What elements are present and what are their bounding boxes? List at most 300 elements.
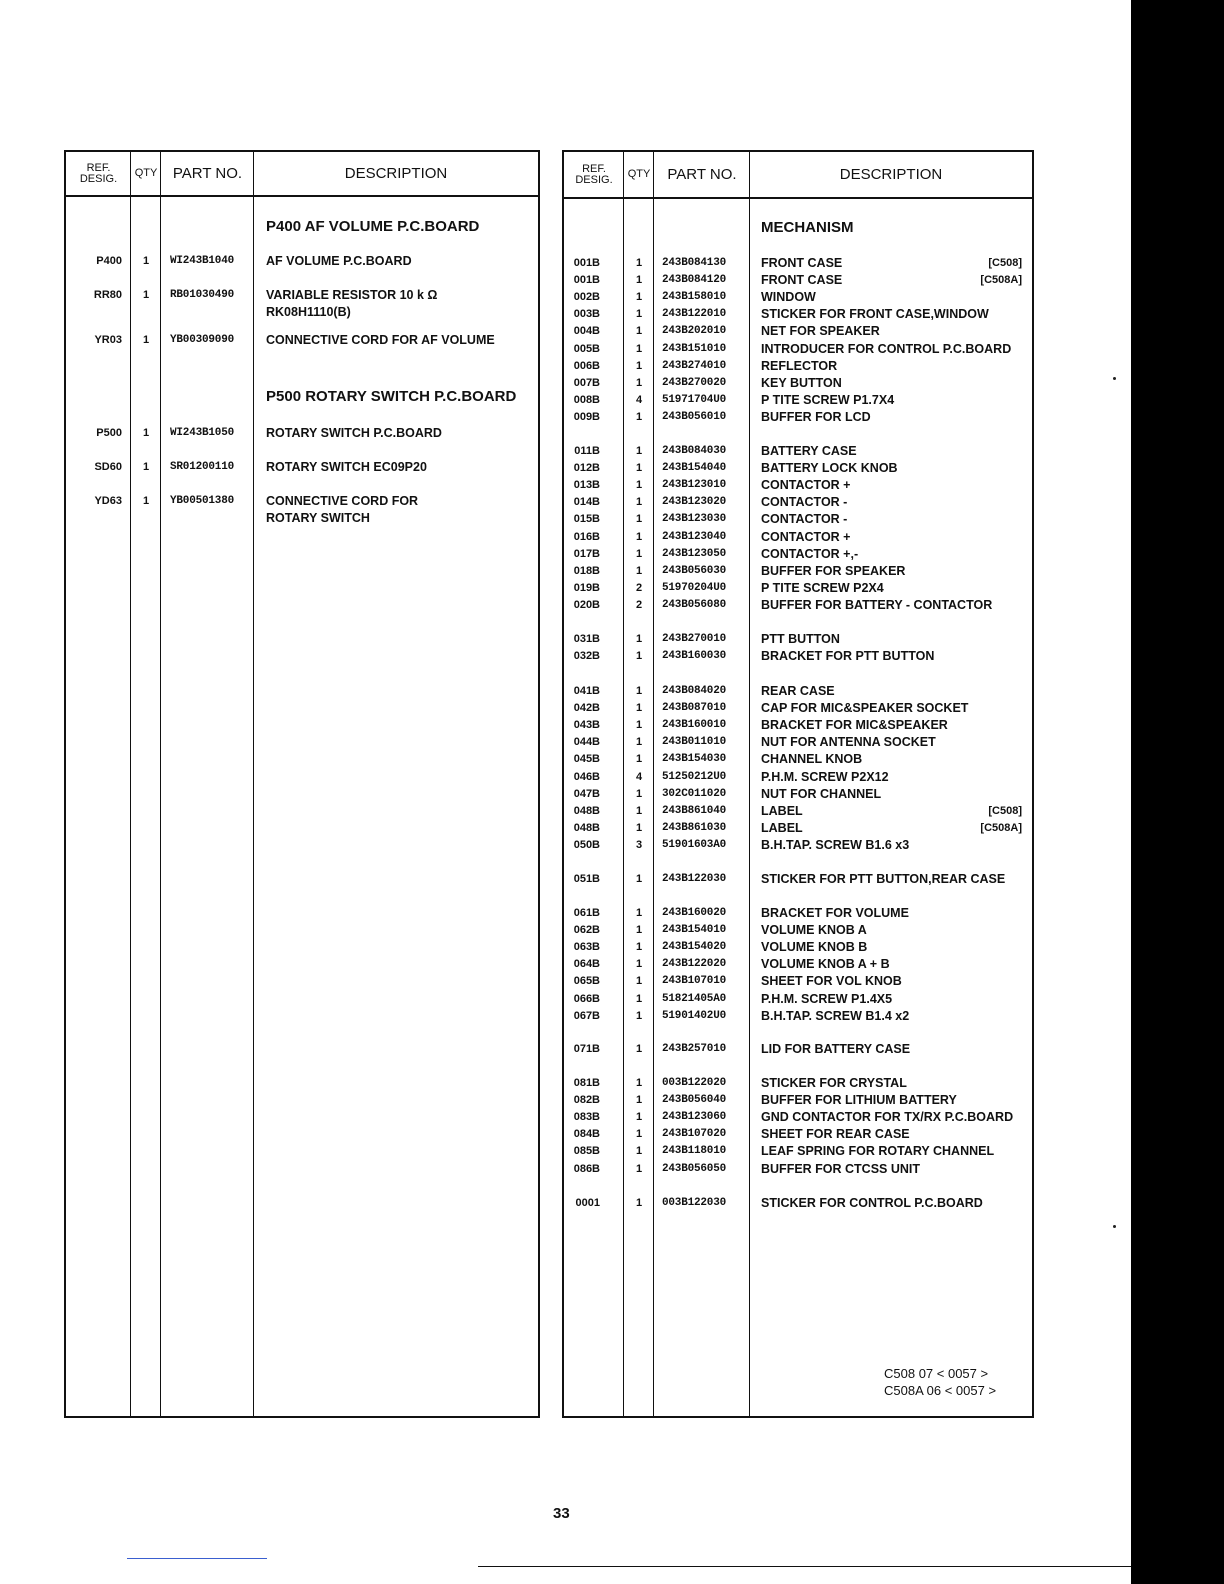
description: STICKER FOR CONTROL P.C.BOARD [761,1196,983,1210]
ref-desig: 005B [573,343,600,355]
header-part-no: PART NO. [172,165,243,182]
table-row [564,563,1032,580]
header-qty: QTY [627,168,651,180]
revision-note-c508: C508 07 < 0057 > [884,1366,989,1381]
quantity: 1 [142,334,150,346]
header-qty: QTY [134,167,158,179]
quantity: 1 [142,255,150,267]
table-row [564,289,1032,306]
table-row [564,837,1032,854]
table-row [564,786,1032,803]
quantity: 1 [635,1043,643,1055]
quantity: 1 [635,907,643,919]
ref-desig: 043B [573,719,600,731]
part-number: 243B123010 [662,479,727,491]
header-description: DESCRIPTION [344,165,448,182]
description: STICKER FOR PTT BUTTON,REAR CASE [761,872,1006,886]
quantity: 1 [635,685,643,697]
header-ref-desig: REF. DESIG. [79,161,118,185]
quantity: 1 [635,462,643,474]
description: CONTACTOR - [761,495,848,509]
part-number: 243B270010 [662,633,727,645]
description: NET FOR SPEAKER [761,324,880,338]
table-row [66,253,538,270]
description: BATTERY CASE [761,444,857,458]
quantity: 1 [635,941,643,953]
quantity: 1 [635,805,643,817]
header-ref-desig: REF. DESIG. [575,162,613,186]
part-number: 243B154030 [662,753,727,765]
part-number: 243B056010 [662,411,727,423]
quantity: 1 [635,1128,643,1140]
quantity: 1 [635,719,643,731]
ref-desig: 044B [573,736,600,748]
description: VOLUME KNOB B [761,940,868,954]
scan-speck [1113,377,1116,380]
quantity: 1 [635,822,643,834]
quantity: 1 [635,633,643,645]
quantity: 1 [635,360,643,372]
ref-desig: 004B [573,325,600,337]
quantity: 4 [635,394,643,406]
right-parts-table [562,150,1034,1418]
description: CONNECTIVE CORD FOR [266,494,419,508]
description: FRONT CASE [761,256,843,270]
ref-desig: 071B [573,1043,600,1055]
part-number: 243B123060 [662,1111,727,1123]
ref-desig: 012B [573,462,600,474]
ref-desig: YD63 [94,495,122,507]
scan-speck [1113,1225,1116,1228]
table-row [564,511,1032,528]
description: SHEET FOR REAR CASE [761,1127,910,1141]
quantity: 1 [635,702,643,714]
quantity: 1 [635,1111,643,1123]
quantity: 1 [142,427,150,439]
ref-desig: 065B [573,975,600,987]
part-number: 51971704U0 [662,394,727,406]
table-row [564,1092,1032,1109]
part-number: 243B056040 [662,1094,727,1106]
description: FRONT CASE [761,273,843,287]
page-number: 33 [553,1505,570,1522]
description: VOLUME KNOB A + B [761,957,890,971]
description: BUFFER FOR BATTERY - CONTACTOR [761,598,993,612]
ref-desig: 048B [573,805,600,817]
part-number: 243B160010 [662,719,727,731]
table-row [564,494,1032,511]
table-row [564,803,1032,820]
part-number: YB00501380 [170,495,235,507]
ref-desig: 017B [573,548,600,560]
part-number: 243B084030 [662,445,727,457]
table-row [564,922,1032,939]
quantity: 1 [635,1197,643,1209]
ref-desig: 064B [573,958,600,970]
ref-desig: 081B [573,1077,600,1089]
table-row [66,287,538,304]
part-number: 243B107020 [662,1128,727,1140]
table-row [564,1109,1032,1126]
ref-desig: YR03 [94,334,122,346]
table-row [564,871,1032,888]
ref-desig: 001B [573,257,600,269]
quantity: 2 [635,599,643,611]
table-row [564,375,1032,392]
table-row [564,751,1032,768]
quantity: 1 [635,479,643,491]
part-number: 243B861030 [662,822,727,834]
table-row [564,631,1032,648]
ref-desig: 042B [573,702,600,714]
table-row [564,460,1032,477]
table-row [564,529,1032,546]
table-row [564,358,1032,375]
table-row [66,459,538,476]
quantity: 1 [635,548,643,560]
part-number: 51901402U0 [662,1010,727,1022]
description: B.H.TAP. SCREW B1.6 x3 [761,838,910,852]
quantity: 4 [635,771,643,783]
description: WINDOW [761,290,816,304]
table-row [564,1041,1032,1058]
quantity: 1 [635,513,643,525]
ref-desig: 061B [573,907,600,919]
description: CONNECTIVE CORD FOR AF VOLUME [266,333,495,347]
part-number: 243B084130 [662,257,727,269]
description: BRACKET FOR PTT BUTTON [761,649,935,663]
ref-desig: 007B [573,377,600,389]
part-number: 243B160030 [662,650,727,662]
part-number: 243B107010 [662,975,727,987]
quantity: 2 [635,582,643,594]
table-row [564,717,1032,734]
description: CONTACTOR + [761,478,851,492]
ref-desig: 018B [573,565,600,577]
description: ROTARY SWITCH EC09P20 [266,460,427,474]
table-row [564,1008,1032,1025]
ref-desig: 085B [573,1145,600,1157]
left-parts-table [64,150,540,1418]
description: BUFFER FOR SPEAKER [761,564,906,578]
part-number: 51250212U0 [662,771,727,783]
part-number: 243B257010 [662,1043,727,1055]
table-row [66,425,538,442]
quantity: 1 [635,257,643,269]
section-title: MECHANISM [761,219,854,236]
table-row [564,392,1032,409]
ref-desig: 086B [573,1163,600,1175]
part-number: 51970204U0 [662,582,727,594]
part-number: 243B084020 [662,685,727,697]
description: INTRODUCER FOR CONTROL P.C.BOARD [761,342,1012,356]
ref-desig: 006B [573,360,600,372]
ref-desig: 083B [573,1111,600,1123]
quantity: 1 [635,958,643,970]
footer-rule [478,1566,1131,1567]
table-row [564,341,1032,358]
ref-desig: P500 [96,427,122,439]
table-row [564,546,1032,563]
part-number: 243B160020 [662,907,727,919]
table-row [564,991,1032,1008]
table-row [564,580,1032,597]
ref-desig: 031B [573,633,600,645]
description: STICKER FOR CRYSTAL [761,1076,907,1090]
ref-desig: 011B [574,445,600,457]
description: P.H.M. SCREW P1.4X5 [761,992,893,1006]
table-row [564,734,1032,751]
ref-desig: 002B [573,291,600,303]
ref-desig: 0001 [575,1197,600,1209]
table-row [564,683,1032,700]
table-row [564,597,1032,614]
description: BATTERY LOCK KNOB [761,461,898,475]
quantity: 1 [142,495,150,507]
left-table-header [66,152,538,197]
description: VOLUME KNOB A [761,923,867,937]
ref-desig: 001B [573,274,600,286]
part-number: 243B122020 [662,958,727,970]
quantity: 1 [635,496,643,508]
description: BUFFER FOR CTCSS UNIT [761,1162,921,1176]
table-row [564,1161,1032,1178]
revision-note: [C508A] [980,274,1022,286]
quantity: 1 [142,461,150,473]
part-number: 243B123040 [662,531,727,543]
ref-desig: 084B [573,1128,600,1140]
part-number: 243B154040 [662,462,727,474]
quantity: 1 [635,1163,643,1175]
description: CHANNEL KNOB [761,752,863,766]
header-part-no: PART NO. [667,166,737,183]
description: VARIABLE RESISTOR 10 k Ω [266,288,438,302]
table-row [564,1075,1032,1092]
part-number: 243B122030 [662,873,727,885]
description: LABEL [761,804,803,818]
quantity: 1 [635,788,643,800]
quantity: 1 [635,1145,643,1157]
table-row [564,956,1032,973]
description: CONTACTOR +,- [761,547,859,561]
ref-desig: P400 [96,255,122,267]
part-number: 243B084120 [662,274,727,286]
part-number: 243B270020 [662,377,727,389]
revision-note: [C508] [988,805,1022,817]
ref-desig: 016B [573,531,600,543]
part-number: 243B118010 [662,1145,727,1157]
right-table-header [564,152,1032,199]
part-number: WI243B1040 [170,255,235,267]
table-row [564,306,1032,323]
quantity: 1 [635,736,643,748]
header-description: DESCRIPTION [839,166,943,183]
description: P TITE SCREW P1.7X4 [761,393,895,407]
ref-desig: 047B [573,788,600,800]
quantity: 1 [635,445,643,457]
part-number: 243B274010 [662,360,727,372]
part-number: WI243B1050 [170,427,235,439]
part-number: 243B151010 [662,343,727,355]
description: CONTACTOR - [761,512,848,526]
quantity: 3 [635,839,643,851]
table-row [564,648,1032,665]
ref-desig: 066B [573,993,600,1005]
part-number: 302C011020 [662,788,727,800]
ref-desig: 048B [573,822,600,834]
description: SHEET FOR VOL KNOB [761,974,902,988]
part-number: 243B154020 [662,941,727,953]
ref-desig: 082B [573,1094,600,1106]
ref-desig: 051B [573,873,600,885]
ref-desig: 046B [573,771,600,783]
description: BUFFER FOR LITHIUM BATTERY [761,1093,957,1107]
ref-desig: SD60 [94,461,122,473]
part-number: 243B056030 [662,565,727,577]
section-title: P500 ROTARY SWITCH P.C.BOARD [266,388,517,405]
ref-desig: 014B [573,496,600,508]
ref-desig: 063B [573,941,600,953]
quantity: 1 [635,753,643,765]
description: KEY BUTTON [761,376,842,390]
footer-rule [127,1558,267,1559]
description: AF VOLUME P.C.BOARD [266,254,412,268]
quantity: 1 [635,650,643,662]
ref-desig: 013B [573,479,600,491]
description: ROTARY SWITCH P.C.BOARD [266,426,442,440]
table-row [564,272,1032,289]
ref-desig: 020B [573,599,600,611]
revision-note: [C508A] [980,822,1022,834]
ref-desig: 062B [573,924,600,936]
table-row [564,939,1032,956]
description-continued: RK08H1110(B) [266,305,351,319]
description: STICKER FOR FRONT CASE,WINDOW [761,307,989,321]
ref-desig: 015B [573,513,600,525]
description: REFLECTOR [761,359,838,373]
quantity: 1 [635,975,643,987]
part-number: 51821405A0 [662,993,727,1005]
quantity: 1 [635,873,643,885]
table-row [564,323,1032,340]
quantity: 1 [635,565,643,577]
part-number: 243B123050 [662,548,727,560]
revision-note-c508a: C508A 06 < 0057 > [884,1383,997,1398]
table-row [564,477,1032,494]
description: LABEL [761,821,803,835]
table-row [66,493,538,510]
description: BUFFER FOR LCD [761,410,871,424]
quantity: 1 [635,1077,643,1089]
table-row [564,1143,1032,1160]
quantity: 1 [142,289,150,301]
description: GND CONTACTOR FOR TX/RX P.C.BOARD [761,1110,1014,1124]
quantity: 1 [635,993,643,1005]
part-number: 243B087010 [662,702,727,714]
description: B.H.TAP. SCREW B1.4 x2 [761,1009,910,1023]
ref-desig: 067B [573,1010,600,1022]
description: BRACKET FOR MIC&SPEAKER [761,718,948,732]
part-number: 243B202010 [662,325,727,337]
description: CAP FOR MIC&SPEAKER SOCKET [761,701,969,715]
part-number: 243B056050 [662,1163,727,1175]
part-number: 51901603A0 [662,839,727,851]
table-row [564,973,1032,990]
table-row [564,905,1032,922]
part-number: 243B011010 [662,736,727,748]
ref-desig: 032B [573,650,600,662]
ref-desig: 008B [573,394,600,406]
table-row [564,700,1032,717]
table-row [66,332,538,349]
part-number: 243B122010 [662,308,727,320]
part-number: 243B123030 [662,513,727,525]
part-number: 003B122030 [662,1197,727,1209]
table-row-continuation [66,304,538,321]
quantity: 1 [635,308,643,320]
part-number: 243B123020 [662,496,727,508]
part-number: RB01030490 [170,289,235,301]
description: LID FOR BATTERY CASE [761,1042,911,1056]
quantity: 1 [635,1010,643,1022]
table-row [564,820,1032,837]
table-row-continuation [66,510,538,527]
table-row [564,1195,1032,1212]
ref-desig: 050B [573,839,600,851]
quantity: 1 [635,924,643,936]
part-number: 243B056080 [662,599,727,611]
description: BRACKET FOR VOLUME [761,906,909,920]
table-row [564,769,1032,786]
ref-desig: 041B [573,685,600,697]
description: CONTACTOR + [761,530,851,544]
section-title: P400 AF VOLUME P.C.BOARD [266,218,480,235]
quantity: 1 [635,1094,643,1106]
quantity: 1 [635,291,643,303]
quantity: 1 [635,531,643,543]
table-row [564,1126,1032,1143]
description: REAR CASE [761,684,835,698]
quantity: 1 [635,343,643,355]
table-row [564,443,1032,460]
part-number: YB00309090 [170,334,235,346]
ref-desig: 003B [573,308,600,320]
ref-desig: RR80 [93,289,122,301]
description: P.H.M. SCREW P2X12 [761,770,889,784]
ref-desig: 009B [573,411,600,423]
ref-desig: 045B [573,753,600,765]
quantity: 1 [635,325,643,337]
description: NUT FOR ANTENNA SOCKET [761,735,936,749]
table-row [564,255,1032,272]
description-continued: ROTARY SWITCH [266,511,370,525]
description: NUT FOR CHANNEL [761,787,882,801]
table-row [564,409,1032,426]
quantity: 1 [635,411,643,423]
part-number: SR01200110 [170,461,235,473]
revision-note: [C508] [988,257,1022,269]
part-number: 003B122020 [662,1077,727,1089]
part-number: 243B861040 [662,805,727,817]
quantity: 1 [635,377,643,389]
part-number: 243B154010 [662,924,727,936]
scan-edge-bar [1131,0,1224,1584]
description: PTT BUTTON [761,632,840,646]
description: LEAF SPRING FOR ROTARY CHANNEL [761,1144,995,1158]
part-number: 243B158010 [662,291,727,303]
quantity: 1 [635,274,643,286]
description: P TITE SCREW P2X4 [761,581,884,595]
